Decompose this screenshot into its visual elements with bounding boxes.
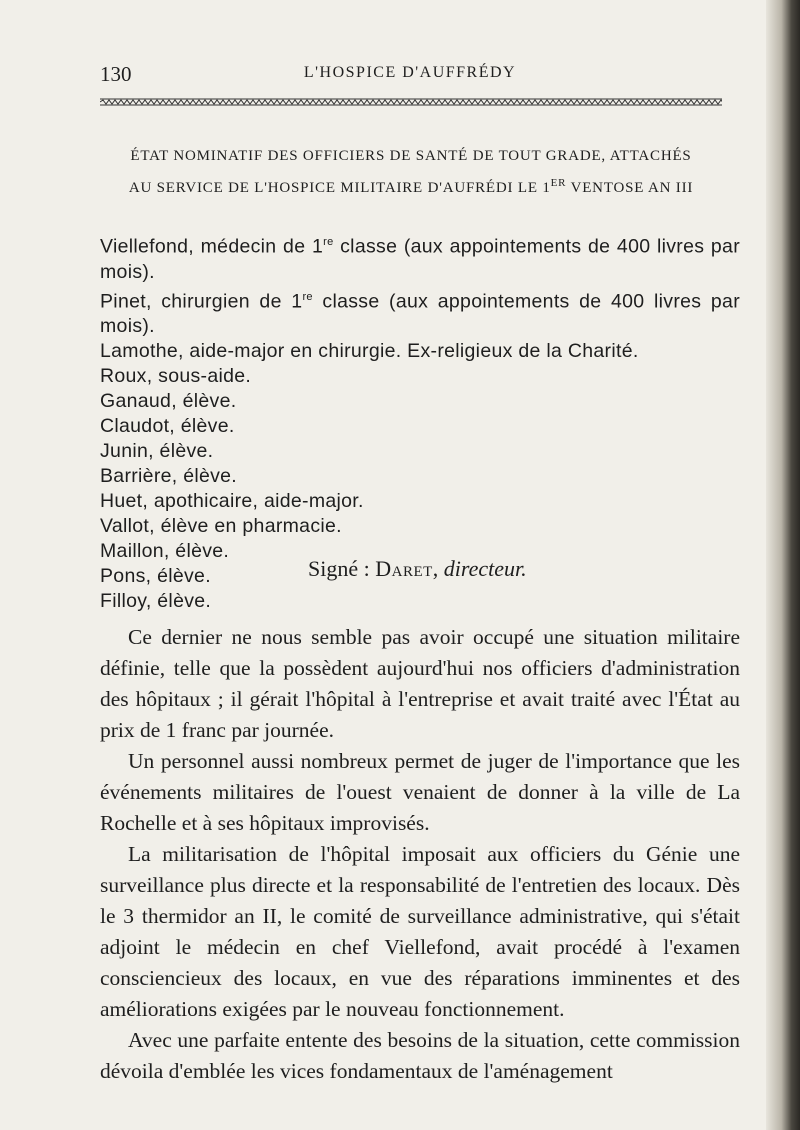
running-title: L'HOSPICE D'AUFFRÉDY (303, 64, 517, 81)
list-heading-line2-prefix: AU SERVICE DE L'HOSPICE MILITAIRE D'AUFRÉDI LE 1 (128, 180, 551, 196)
page-number: 130 (100, 62, 132, 86)
list-heading-line1: ÉTAT NOMINATIF DES OFFICIERS DE SANTÉ DE TOUT GRADE, ATTACHÉS (130, 148, 692, 164)
list-item: Huet, apothicaire, aide-major. (100, 490, 364, 512)
list-item: Maillon, élève. (100, 540, 230, 562)
paragraph: Avec une parfaite entente des besoins de la situation, cette commission dévoila d'emblée les vices fondamentaux de l'aménagement (100, 1028, 740, 1083)
list-heading (100, 143, 722, 202)
signature-prefix: Signé : (308, 556, 376, 581)
list-heading-line2-suffix: VENTOSE AN III (566, 180, 694, 196)
page-header (100, 62, 720, 92)
body-text (100, 622, 740, 1087)
paragraph: Un personnel aussi nombreux permet de juger de l'importance que les événements militaires de l'ouest venaient de donner à la ville de La Rochelle et à ses hôpitaux improvisés. (100, 749, 740, 835)
signature-title: directeur. (443, 556, 527, 581)
list-item: Pinet, chirurgien de 1re classe (aux appointements de 400 livres par mois). (100, 290, 740, 337)
list-item: Barrière, élève. (100, 465, 238, 487)
list-item: Ganaud, élève. (100, 390, 237, 412)
list-item: Filloy, élève. (100, 590, 212, 612)
list-heading-line2-sup: ER (550, 177, 567, 189)
list-item: Lamothe, aide-major en chirurgie. Ex-religieux de la Charité. (100, 340, 639, 362)
list-item: Pons, élève. (100, 565, 211, 587)
page-edge-shadow (766, 0, 800, 1130)
paragraph: Ce dernier ne nous semble pas avoir occupé une situation militaire définie, telle que la possèdent aujourd'hui nos officiers d'administration des hôpitaux ; il gérait l'hôpital à l'entreprise et avait traité avec l'État au prix de 1 franc par journée. (100, 625, 740, 742)
list-item: Junin, élève. (100, 440, 214, 462)
list-item: Vallot, élève en pharmacie. (100, 515, 342, 537)
signature-line (100, 555, 720, 583)
list-item: Roux, sous-aide. (100, 365, 252, 387)
signature-name: Daret (375, 556, 433, 581)
list-item: Viellefond, médecin de 1re classe (aux appointements de 400 livres par mois). (100, 235, 740, 283)
signature-separator: , (432, 556, 444, 581)
paragraph: La militarisation de l'hôpital imposait aux officiers du Génie une surveillance plus directe et la responsabilité de l'entretien des locaux. Dès le 3 thermidor an II, le comité de surveillance administrative, qui s'était adjoint le médecin en chef Viellefond, avait procédé à l'examen consciencieux des locaux, en vue des réparations imminentes et des améliorations exigées par le nouveau fonctionnement. (100, 842, 740, 1021)
decorative-wavy-rule (100, 98, 722, 106)
list-item: Claudot, élève. (100, 415, 235, 437)
